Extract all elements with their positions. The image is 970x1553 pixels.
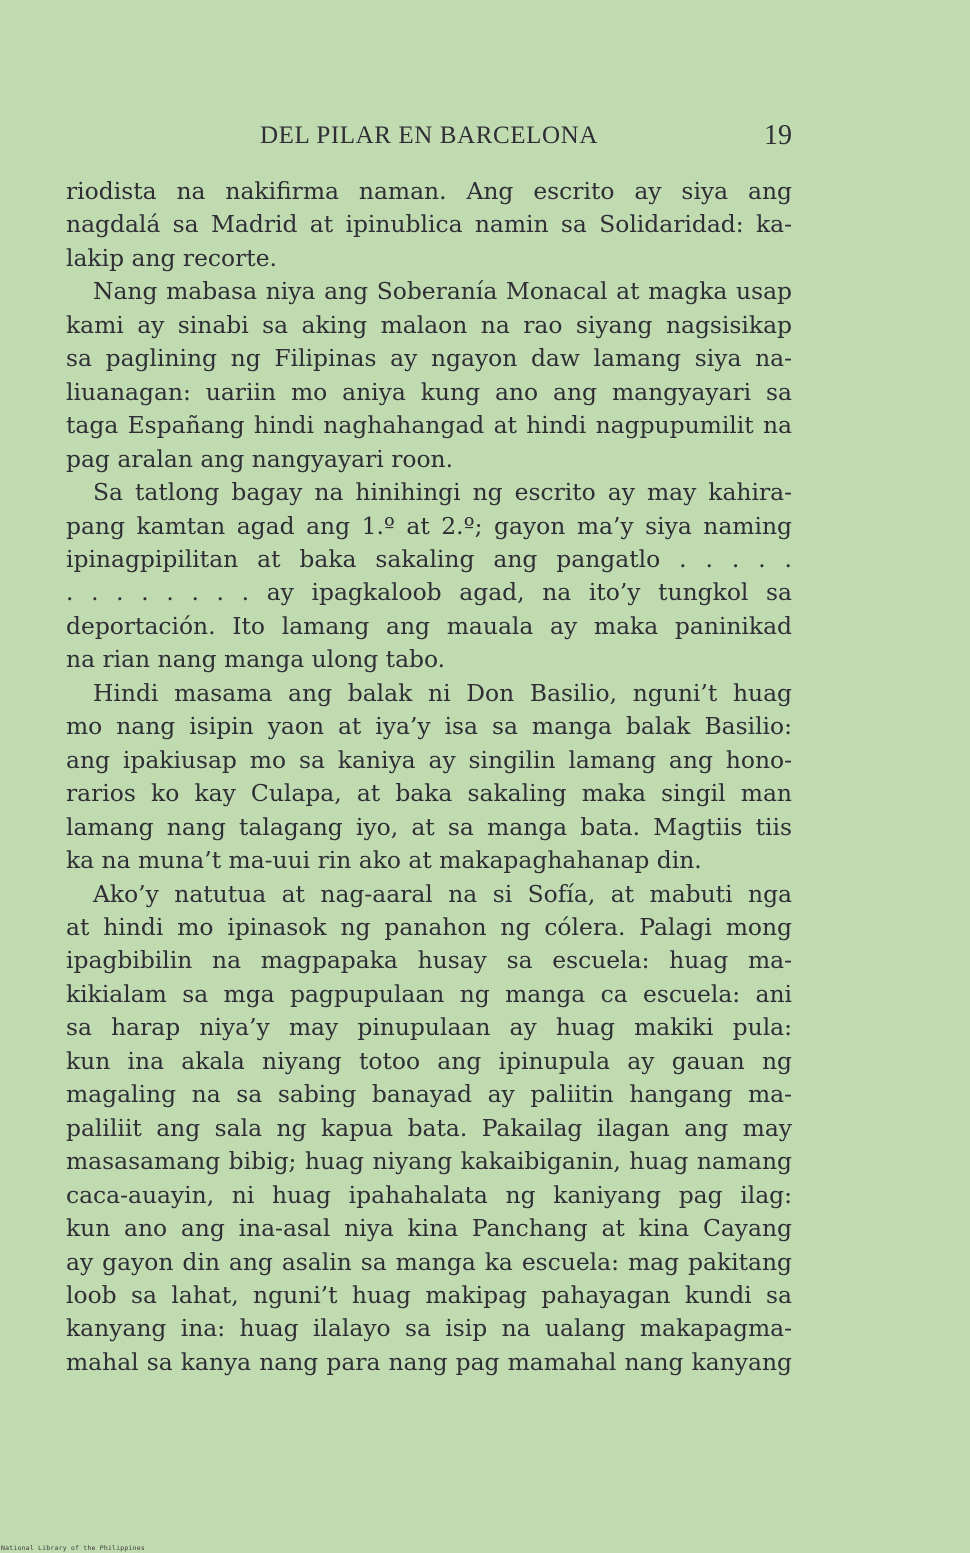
text-line: Hindi masama ang balak ni Don Basilio, nguni’t huag — [93, 678, 792, 707]
text-line: kun ano ang ina-asal niya kina Panchang at kina Cayang — [66, 1214, 792, 1243]
text-line: liuanagan: uariin mo aniya kung ano ang mangyayari sa — [66, 377, 792, 406]
text-line: masasamang bibig; huag niyang kakaibiganin, huag namang — [66, 1147, 792, 1176]
running-title: DEL PILAR EN BARCELONA — [260, 122, 598, 149]
text-line: ipagbibilin na magpapaka husay sa escuela: huag ma- — [66, 946, 792, 975]
paragraph-4 — [66, 677, 792, 878]
text-line: pag aralan ang nangyayari roon. — [66, 444, 454, 473]
text-line: lakip ang recorte. — [66, 243, 277, 272]
text-line: Nang mabasa niya ang Soberanía Monacal at magka usap — [93, 277, 792, 306]
text-line: pang kamtan agad ang 1.º at 2.º; gayon ma’y siya naming — [66, 511, 792, 540]
text-line: kanyang ina: huag ilalayo sa isip na ualang makapagma- — [66, 1314, 792, 1343]
text-line: kami ay sinabi sa aking malaon na rao siyang nagsisikap — [66, 310, 792, 339]
text-line: loob sa lahat, nguni’t huag makipag pahayagan kundi sa — [66, 1280, 792, 1309]
text-line: . . . . . . . . ay ipagkaloob agad, na ito’y tungkol sa — [66, 578, 792, 607]
paragraph-5 — [66, 878, 792, 1380]
text-line: na rian nang manga ulong tabo. — [66, 645, 446, 674]
text-line: caca-auayin, ni huag ipahahalata ng kaniyang pag ilag: — [66, 1180, 792, 1209]
text-line: ka na muna’t ma-uui rin ako at makapaghahanap din. — [66, 846, 702, 875]
text-line: mahal sa kanya nang para nang pag mamahal nang kanyang — [66, 1347, 792, 1376]
paragraph-3 — [66, 476, 792, 677]
text-line: nagdalá sa Madrid at ipinublica namin sa Solidaridad: ka- — [66, 210, 792, 239]
text-line: sa harap niya’y may pinupulaan ay huag makiki pula: — [66, 1013, 792, 1042]
text-line: ipinagpipilitan at baka sakaling ang pangatlo . . . . . — [66, 544, 792, 573]
text-line: Sa tatlong bagay na hinihingi ng escrito ay may kahira- — [93, 478, 792, 507]
text-line: riodista na nakifirma naman. Ang escrito ay siya ang — [66, 177, 792, 205]
text-line: lamang nang talagang iyo, at sa manga bata. Magtiis tiis — [66, 812, 792, 841]
text-line: sa paglining ng Filipinas ay ngayon daw lamang siya na- — [66, 344, 792, 373]
text-line: paliliit ang sala ng kapua bata. Pakailag ilagan ang may — [66, 1113, 792, 1142]
text-line: taga Españang hindi naghahangad at hindi nagpupumilit na — [66, 411, 792, 440]
text-line: at hindi mo ipinasok ng panahon ng cólera. Palagi mong — [66, 912, 792, 941]
page-header — [66, 122, 792, 156]
body-text — [66, 175, 792, 1379]
text-line: ang ipakiusap mo sa kaniya ay singilin lamang ang hono- — [66, 745, 792, 774]
text-line: kun ina akala niyang totoo ang ipinupula ay gauan ng — [66, 1046, 792, 1075]
text-line: magaling na sa sabing banayad ay paliitin hangang ma- — [66, 1080, 792, 1109]
paragraph-1 — [66, 175, 792, 275]
text-line: kikialam sa mga pagpupulaan ng manga ca escuela: ani — [66, 979, 792, 1008]
text-line: rarios ko kay Culapa, at baka sakaling maka singil man — [66, 779, 792, 808]
library-credit: National Library of the Philippines — [1, 1544, 145, 1552]
paragraph-2 — [66, 275, 792, 476]
text-line: Ako’y natutua at nag-aaral na si Sofía, at mabuti nga — [93, 879, 792, 908]
text-line: ay gayon din ang asalin sa manga ka escuela: mag pakitang — [66, 1247, 792, 1276]
text-line: mo nang isipin yaon at iya’y isa sa manga balak Basilio: — [66, 712, 792, 741]
page-number: 19 — [764, 120, 792, 151]
text-line: deportación. Ito lamang ang mauala ay maka paninikad — [66, 611, 792, 640]
